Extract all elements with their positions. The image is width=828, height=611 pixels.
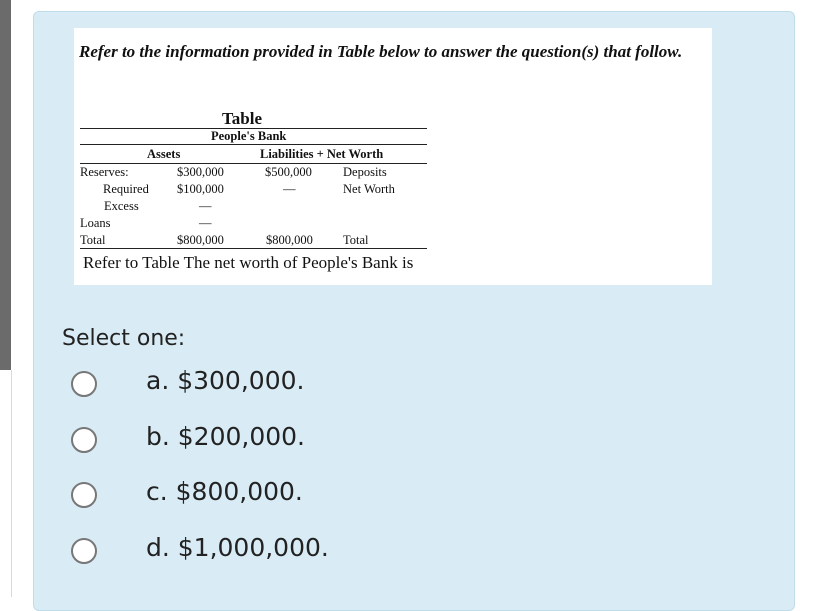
table-subtitle: People's Bank — [211, 129, 287, 143]
loans-value: — — [199, 216, 212, 230]
total-liabilities: $800,000 — [266, 233, 313, 247]
deposits-value: $500,000 — [265, 165, 312, 179]
excess-value: — — [199, 199, 212, 213]
reserves-value: $300,000 — [177, 165, 224, 179]
option-a[interactable] — [60, 366, 460, 406]
required-value: $100,000 — [177, 182, 224, 196]
total-label: Total — [80, 233, 106, 247]
select-one-label: Select one: — [62, 326, 186, 351]
total-label-right: Total — [343, 233, 369, 247]
liabilities-header: Liabilities + Net Worth — [260, 147, 384, 161]
question-image — [74, 28, 712, 285]
table-rule-header — [80, 163, 427, 164]
table-rule-bottom — [80, 248, 427, 249]
option-c-label[interactable]: c. $800,000. — [146, 477, 303, 506]
assets-header: Assets — [147, 147, 181, 161]
radio-button-a[interactable] — [71, 371, 97, 397]
table-title: Table — [222, 109, 263, 128]
table-rule-sub — [80, 144, 427, 145]
radio-button-d[interactable] — [71, 538, 97, 564]
option-a-label[interactable]: a. $300,000. — [146, 366, 305, 395]
radio-button-c[interactable] — [71, 482, 97, 508]
radio-button-b[interactable] — [71, 427, 97, 453]
question-intro: Refer to the information provided in Table below to answer the question(s) that follow. — [79, 42, 683, 61]
option-d[interactable] — [60, 533, 460, 573]
option-b[interactable] — [60, 422, 460, 462]
deposits-label: Deposits — [343, 165, 387, 179]
option-b-label[interactable]: b. $200,000. — [146, 422, 305, 451]
scrollbar-thumb[interactable] — [0, 0, 11, 370]
loans-label: Loans — [80, 216, 111, 230]
option-d-label[interactable]: d. $1,000,000. — [146, 533, 329, 562]
question-text: Refer to Table The net worth of People's Bank is — [83, 253, 414, 272]
total-assets: $800,000 — [177, 233, 224, 247]
networth-label: Net Worth — [343, 182, 395, 196]
networth-value: — — [283, 182, 296, 196]
excess-label: Excess — [104, 199, 139, 213]
required-label: Required — [103, 182, 149, 196]
divider — [11, 370, 12, 597]
option-c[interactable] — [60, 477, 460, 517]
reserves-label: Reserves: — [80, 165, 129, 179]
